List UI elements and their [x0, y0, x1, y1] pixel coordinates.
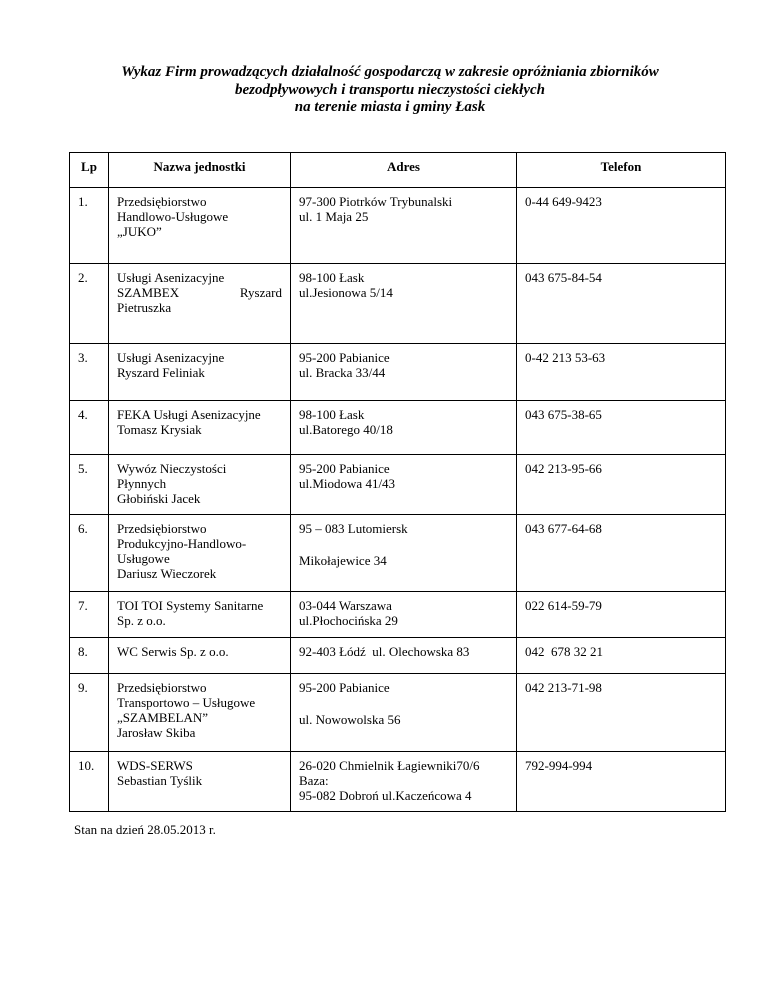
header-name: Nazwa jednostki: [109, 153, 291, 188]
table-row: [70, 401, 726, 455]
row-name: Przedsiębiorstwo Transportowo – Usługowe „SZAMBELAN” Jarosław Skiba: [109, 674, 291, 752]
row-lp: 9.: [70, 674, 109, 752]
table-row: [70, 674, 726, 752]
table-header-row: [70, 153, 726, 188]
row-phone: 042 678 32 21: [517, 638, 726, 674]
row-address: 95-200 Pabianice ul.Miodowa 41/43: [291, 455, 517, 515]
row-name: TOI TOI Systemy Sanitarne Sp. z o.o.: [109, 592, 291, 638]
row-lp: 6.: [70, 515, 109, 592]
row-phone: 042 213-71-98: [517, 674, 726, 752]
row-name: Usługi Asenizacyjne Ryszard Feliniak: [109, 344, 291, 401]
table-row: [70, 344, 726, 401]
title-line-1: Wykaz Firm prowadzących działalność gospodarczą w zakresie opróżniania zbiorników: [121, 64, 659, 80]
row-phone: 0-42 213 53-63: [517, 344, 726, 401]
table-row: [70, 515, 726, 592]
row-name: FEKA Usługi Asenizacyjne Tomasz Krysiak: [109, 401, 291, 455]
row-lp: 4.: [70, 401, 109, 455]
row-lp: 10.: [70, 752, 109, 812]
row-phone: 042 213-95-66: [517, 455, 726, 515]
table-row: [70, 752, 726, 812]
document-title: [60, 64, 720, 117]
row-address: 98-100 Łask ul.Jesionowa 5/14: [291, 264, 517, 344]
header-phone: Telefon: [517, 153, 726, 188]
row-address: 95 – 083 Lutomiersk Mikołajewice 34: [291, 515, 517, 592]
row-phone: 792-994-994: [517, 752, 726, 812]
row-name: WC Serwis Sp. z o.o.: [109, 638, 291, 674]
table-row: [70, 638, 726, 674]
table-row: [70, 188, 726, 264]
header-address: Adres: [291, 153, 517, 188]
row-phone: 0-44 649-9423: [517, 188, 726, 264]
row-phone: 022 614-59-79: [517, 592, 726, 638]
row-name: Przedsiębiorstwo Produkcyjno-Handlowo- Usługowe Dariusz Wieczorek: [109, 515, 291, 592]
row-address: 26-020 Chmielnik Łagiewniki70/6 Baza: 95-082 Dobroń ul.Kaczeńcowa 4: [291, 752, 517, 812]
table-row: [70, 592, 726, 638]
row-name: WDS-SERWS Sebastian Tyślik: [109, 752, 291, 812]
status-date: Stan na dzień 28.05.2013 r.: [74, 822, 216, 837]
row-address: 98-100 Łask ul.Batorego 40/18: [291, 401, 517, 455]
row-address: 97-300 Piotrków Trybunalski ul. 1 Maja 25: [291, 188, 517, 264]
table-row: [70, 455, 726, 515]
row-name: Wywóz Nieczystości Płynnych Głobiński Jacek: [109, 455, 291, 515]
row-address: 92-403 Łódź ul. Olechowska 83: [291, 638, 517, 674]
table-row: [70, 264, 726, 344]
firms-table: [69, 152, 726, 812]
row-lp: 5.: [70, 455, 109, 515]
row-lp: 8.: [70, 638, 109, 674]
row-lp: 1.: [70, 188, 109, 264]
title-line-2: bezodpływowych i transportu nieczystości ciekłych: [235, 81, 545, 98]
title-line-3: na terenie miasta i gminy Łask: [294, 99, 486, 115]
row-lp: 2.: [70, 264, 109, 344]
row-name: Przedsiębiorstwo Handlowo-Usługowe „JUKO”: [109, 188, 291, 264]
row-address: 95-200 Pabianice ul. Nowowolska 56: [291, 674, 517, 752]
row-name: Usługi Asenizacyjne SZAMBEX Ryszard Pietruszka: [109, 264, 291, 344]
row-address: 95-200 Pabianice ul. Bracka 33/44: [291, 344, 517, 401]
row-address: 03-044 Warszawa ul.Płochocińska 29: [291, 592, 517, 638]
row-phone: 043 675-38-65: [517, 401, 726, 455]
row-lp: 7.: [70, 592, 109, 638]
row-phone: 043 675-84-54: [517, 264, 726, 344]
row-phone: 043 677-64-68: [517, 515, 726, 592]
row-lp: 3.: [70, 344, 109, 401]
header-lp: Lp: [70, 153, 109, 188]
